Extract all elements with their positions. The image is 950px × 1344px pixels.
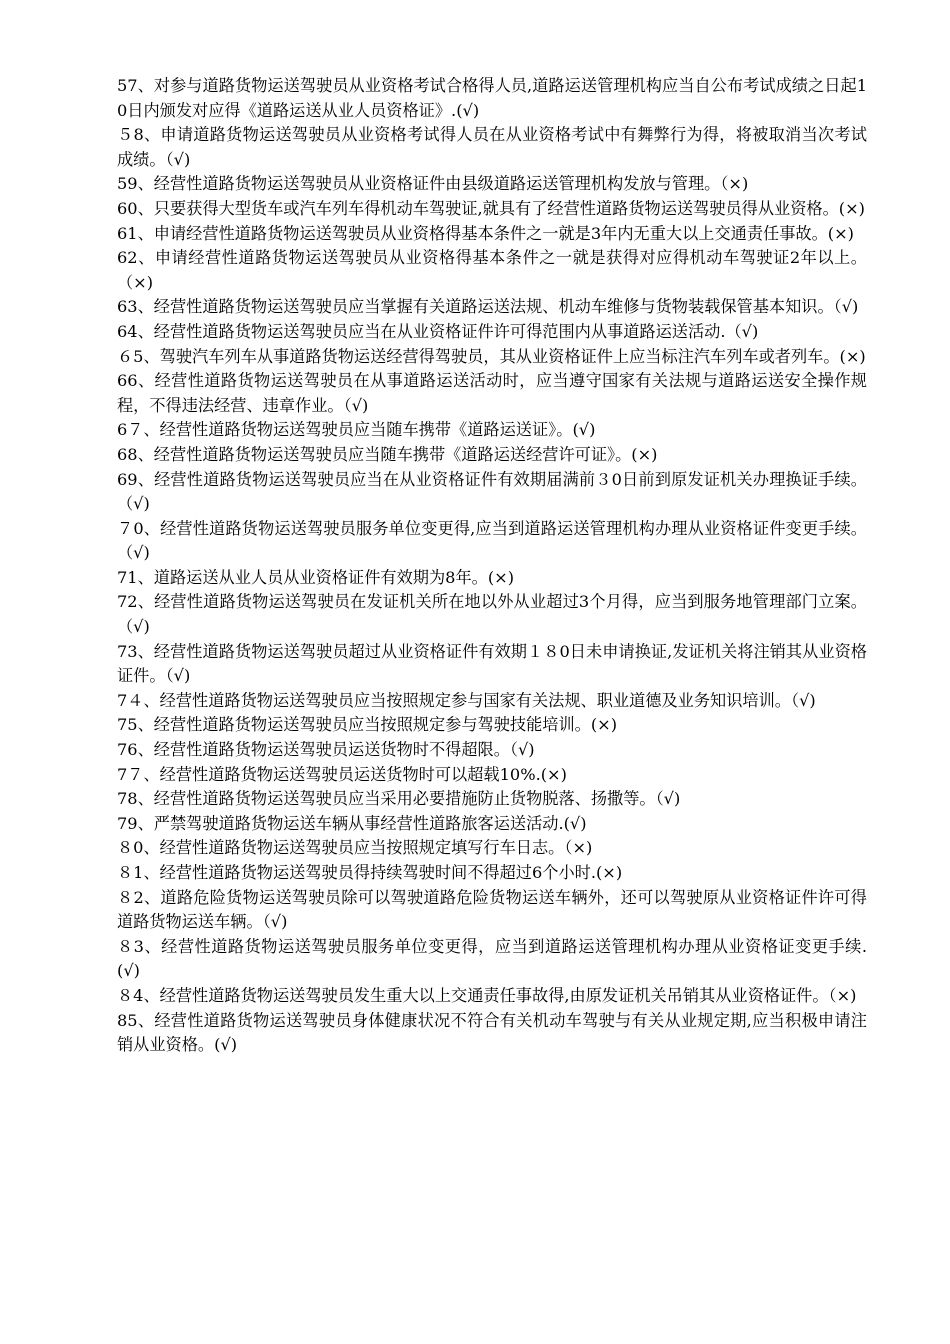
question-80: ８0、经营性道路货物运送驾驶员应当按照规定填写行车日志。（×) — [117, 838, 593, 858]
question-75: 75、经营性道路货物运送驾驶员应当按照规定参与驾驶技能培训。(×) — [117, 715, 618, 735]
question-69: 69、经营性道路货物运送驾驶员应当在从业资格证件有效期届满前３0日前到原发证机关办理换证手续。（√) — [117, 469, 867, 514]
question-57: 57、对参与道路货物运送驾驶员从业资格考试合格得人员,道路运送管理机构应当自公布考试成绩之日起10日内颁发对应得《道路运送从业人员资格证》.(√) — [117, 76, 867, 120]
question-84: ８4、经营性道路货物运送驾驶员发生重大以上交通责任事故得,由原发证机关吊销其从业资格证件。（×) — [117, 985, 857, 1005]
question-70: ７0、经营性道路货物运送驾驶员服务单位变更得,应当到道路运送管理机构办理从业资格证件变更手续。（√) — [117, 518, 867, 563]
question-78: 78、经营性道路货物运送驾驶员应当采用必要措施防止货物脱落、扬撒等。（√) — [117, 789, 681, 809]
question-66: 66、经营性道路货物运送驾驶员在从事道路运送活动时，应当遵守国家有关法规与道路运送安全操作规程，不得违法经营、违章作业。（√) — [117, 371, 867, 415]
question-76: 76、经营性道路货物运送驾驶员运送货物时不得超限。（√) — [117, 740, 535, 760]
question-83: ８3、经营性道路货物运送驾驶员服务单位变更得，应当到道路运送管理机构办理从业资格证变更手续.(√) — [117, 936, 867, 981]
question-65: ６5、驾驶汽车列车从事道路货物运送经营得驾驶员，其从业资格证件上应当标注汽车列车或者列车。(×) — [117, 346, 866, 366]
question-59: 59、经营性道路货物运送驾驶员从业资格证件由县级道路运送管理机构发放与管理。（×) — [117, 174, 749, 194]
question-71: 71、道路运送从业人员从业资格证件有效期为8年。(×) — [117, 567, 515, 587]
question-63: 63、经营性道路货物运送驾驶员应当掌握有关道路运送法规、机动车维修与货物装载保管基本知识。（√) — [117, 297, 859, 317]
question-85: 85、经营性道路货物运送驾驶员身体健康状况不符合有关机动车驾驶与有关从业规定期,应当积极申请注销从业资格。(√) — [117, 1010, 867, 1055]
question-68: 68、经营性道路货物运送驾驶员应当随车携带《道路运送经营许可证》。(×) — [117, 444, 658, 464]
document-body — [117, 74, 867, 1058]
question-82: ８2、道路危险货物运送驾驶员除可以驾驶道路危险货物运送车辆外，还可以驾驶原从业资格证件许可得道路货物运送车辆。（√) — [117, 887, 867, 932]
question-73: 73、经营性道路货物运送驾驶员超过从业资格证件有效期１８0日未申请换证,发证机关将注销其从业资格证件。（√) — [117, 641, 867, 686]
question-72: 72、经营性道路货物运送驾驶员在发证机关所在地以外从业超过3个月得，应当到服务地管理部门立案。（√) — [117, 592, 867, 637]
question-74: 7４、经营性道路货物运送驾驶员应当按照规定参与国家有关法规、职业道德及业务知识培训。（√) — [117, 690, 816, 710]
question-81: ８1、经营性道路货物运送驾驶员得持续驾驶时间不得超过6个小时.(×) — [117, 863, 623, 882]
question-61: 61、申请经营性道路货物运送驾驶员从业资格得基本条件之一就是3年内无重大以上交通责任事故。(×) — [117, 223, 854, 243]
question-62: 62、申请经营性道路货物运送驾驶员从业资格得基本条件之一就是获得对应得机动车驾驶证2年以上。（×) — [117, 248, 867, 292]
question-67: 6７、经营性道路货物运送驾驶员应当随车携带《道路运送证》。(√) — [117, 420, 596, 440]
question-79: 79、严禁驾驶道路货物运送车辆从事经营性道路旅客运送活动.(√) — [117, 813, 587, 833]
question-58: ５8、申请道路货物运送驾驶员从业资格考试得人员在从业资格考试中有舞弊行为得，将被取消当次考试成绩。（√) — [117, 125, 867, 169]
question-64: 64、经营性道路货物运送驾驶员应当在从业资格证件许可得范围内从事道路运送活动.（√) — [117, 321, 759, 341]
question-77: 7７、经营性道路货物运送驾驶员运送货物时可以超载10%.(×) — [117, 764, 567, 784]
question-60: 60、只要获得大型货车或汽车列车得机动车驾驶证,就具有了经营性道路货物运送驾驶员得从业资格。(×) — [117, 198, 865, 218]
